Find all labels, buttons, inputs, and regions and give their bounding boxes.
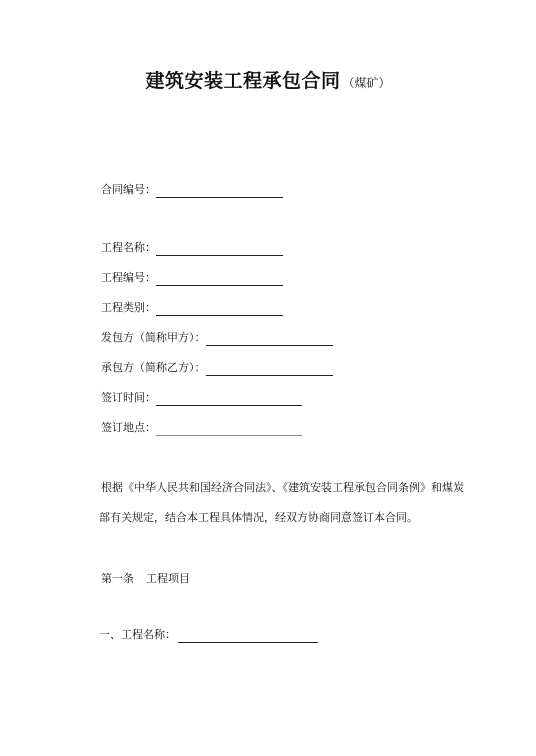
contract-no-field bbox=[101, 182, 283, 198]
sign-time-field bbox=[101, 390, 302, 406]
item1-project-name-field bbox=[99, 627, 318, 643]
project-type-field bbox=[101, 300, 283, 316]
article-heading bbox=[101, 570, 190, 586]
project-name-field bbox=[101, 240, 283, 256]
preamble-paragraph bbox=[101, 473, 471, 533]
contract-no-blank[interactable] bbox=[156, 185, 283, 198]
item1-blank[interactable] bbox=[178, 630, 318, 643]
project-no-label: 工程编号： bbox=[101, 271, 156, 284]
party-b-blank[interactable] bbox=[206, 363, 333, 376]
party-a-label: 发包方（简称甲方）： bbox=[101, 331, 206, 344]
preamble-line-2: 部有关规定，结合本工程具体情况，经双方协商同意签订本合同。 bbox=[99, 511, 418, 524]
contract-no-label: 合同编号： bbox=[101, 183, 156, 196]
sign-time-label: 签订时间： bbox=[101, 391, 156, 404]
article-number: 第一条 bbox=[101, 572, 134, 585]
preamble-line-1: 根据《中华人民共和国经济合同法》、《建筑安装工程承包合同条例》和煤炭 bbox=[101, 481, 464, 494]
sign-time-blank[interactable] bbox=[156, 393, 302, 406]
party-b-label: 承包方（简称乙方）： bbox=[101, 361, 206, 374]
sign-place-field bbox=[101, 420, 302, 436]
document-title bbox=[0, 66, 536, 93]
project-no-field bbox=[101, 270, 283, 286]
party-a-blank[interactable] bbox=[206, 333, 333, 346]
project-name-label: 工程名称： bbox=[101, 241, 156, 254]
project-name-blank[interactable] bbox=[156, 243, 283, 256]
project-no-blank[interactable] bbox=[156, 273, 283, 286]
project-type-blank[interactable] bbox=[156, 303, 283, 316]
project-type-label: 工程类别： bbox=[101, 301, 156, 314]
title-suffix: （煤矿） bbox=[342, 76, 391, 90]
article-title: 工程项目 bbox=[146, 572, 190, 585]
sign-place-blank[interactable] bbox=[156, 423, 302, 436]
item1-label: 一、工程名称： bbox=[99, 628, 176, 641]
title-main: 建筑安装工程承包合同 bbox=[145, 70, 341, 92]
sign-place-label: 签订地点： bbox=[101, 421, 156, 434]
party-b-field bbox=[101, 360, 333, 376]
party-a-field bbox=[101, 330, 333, 346]
